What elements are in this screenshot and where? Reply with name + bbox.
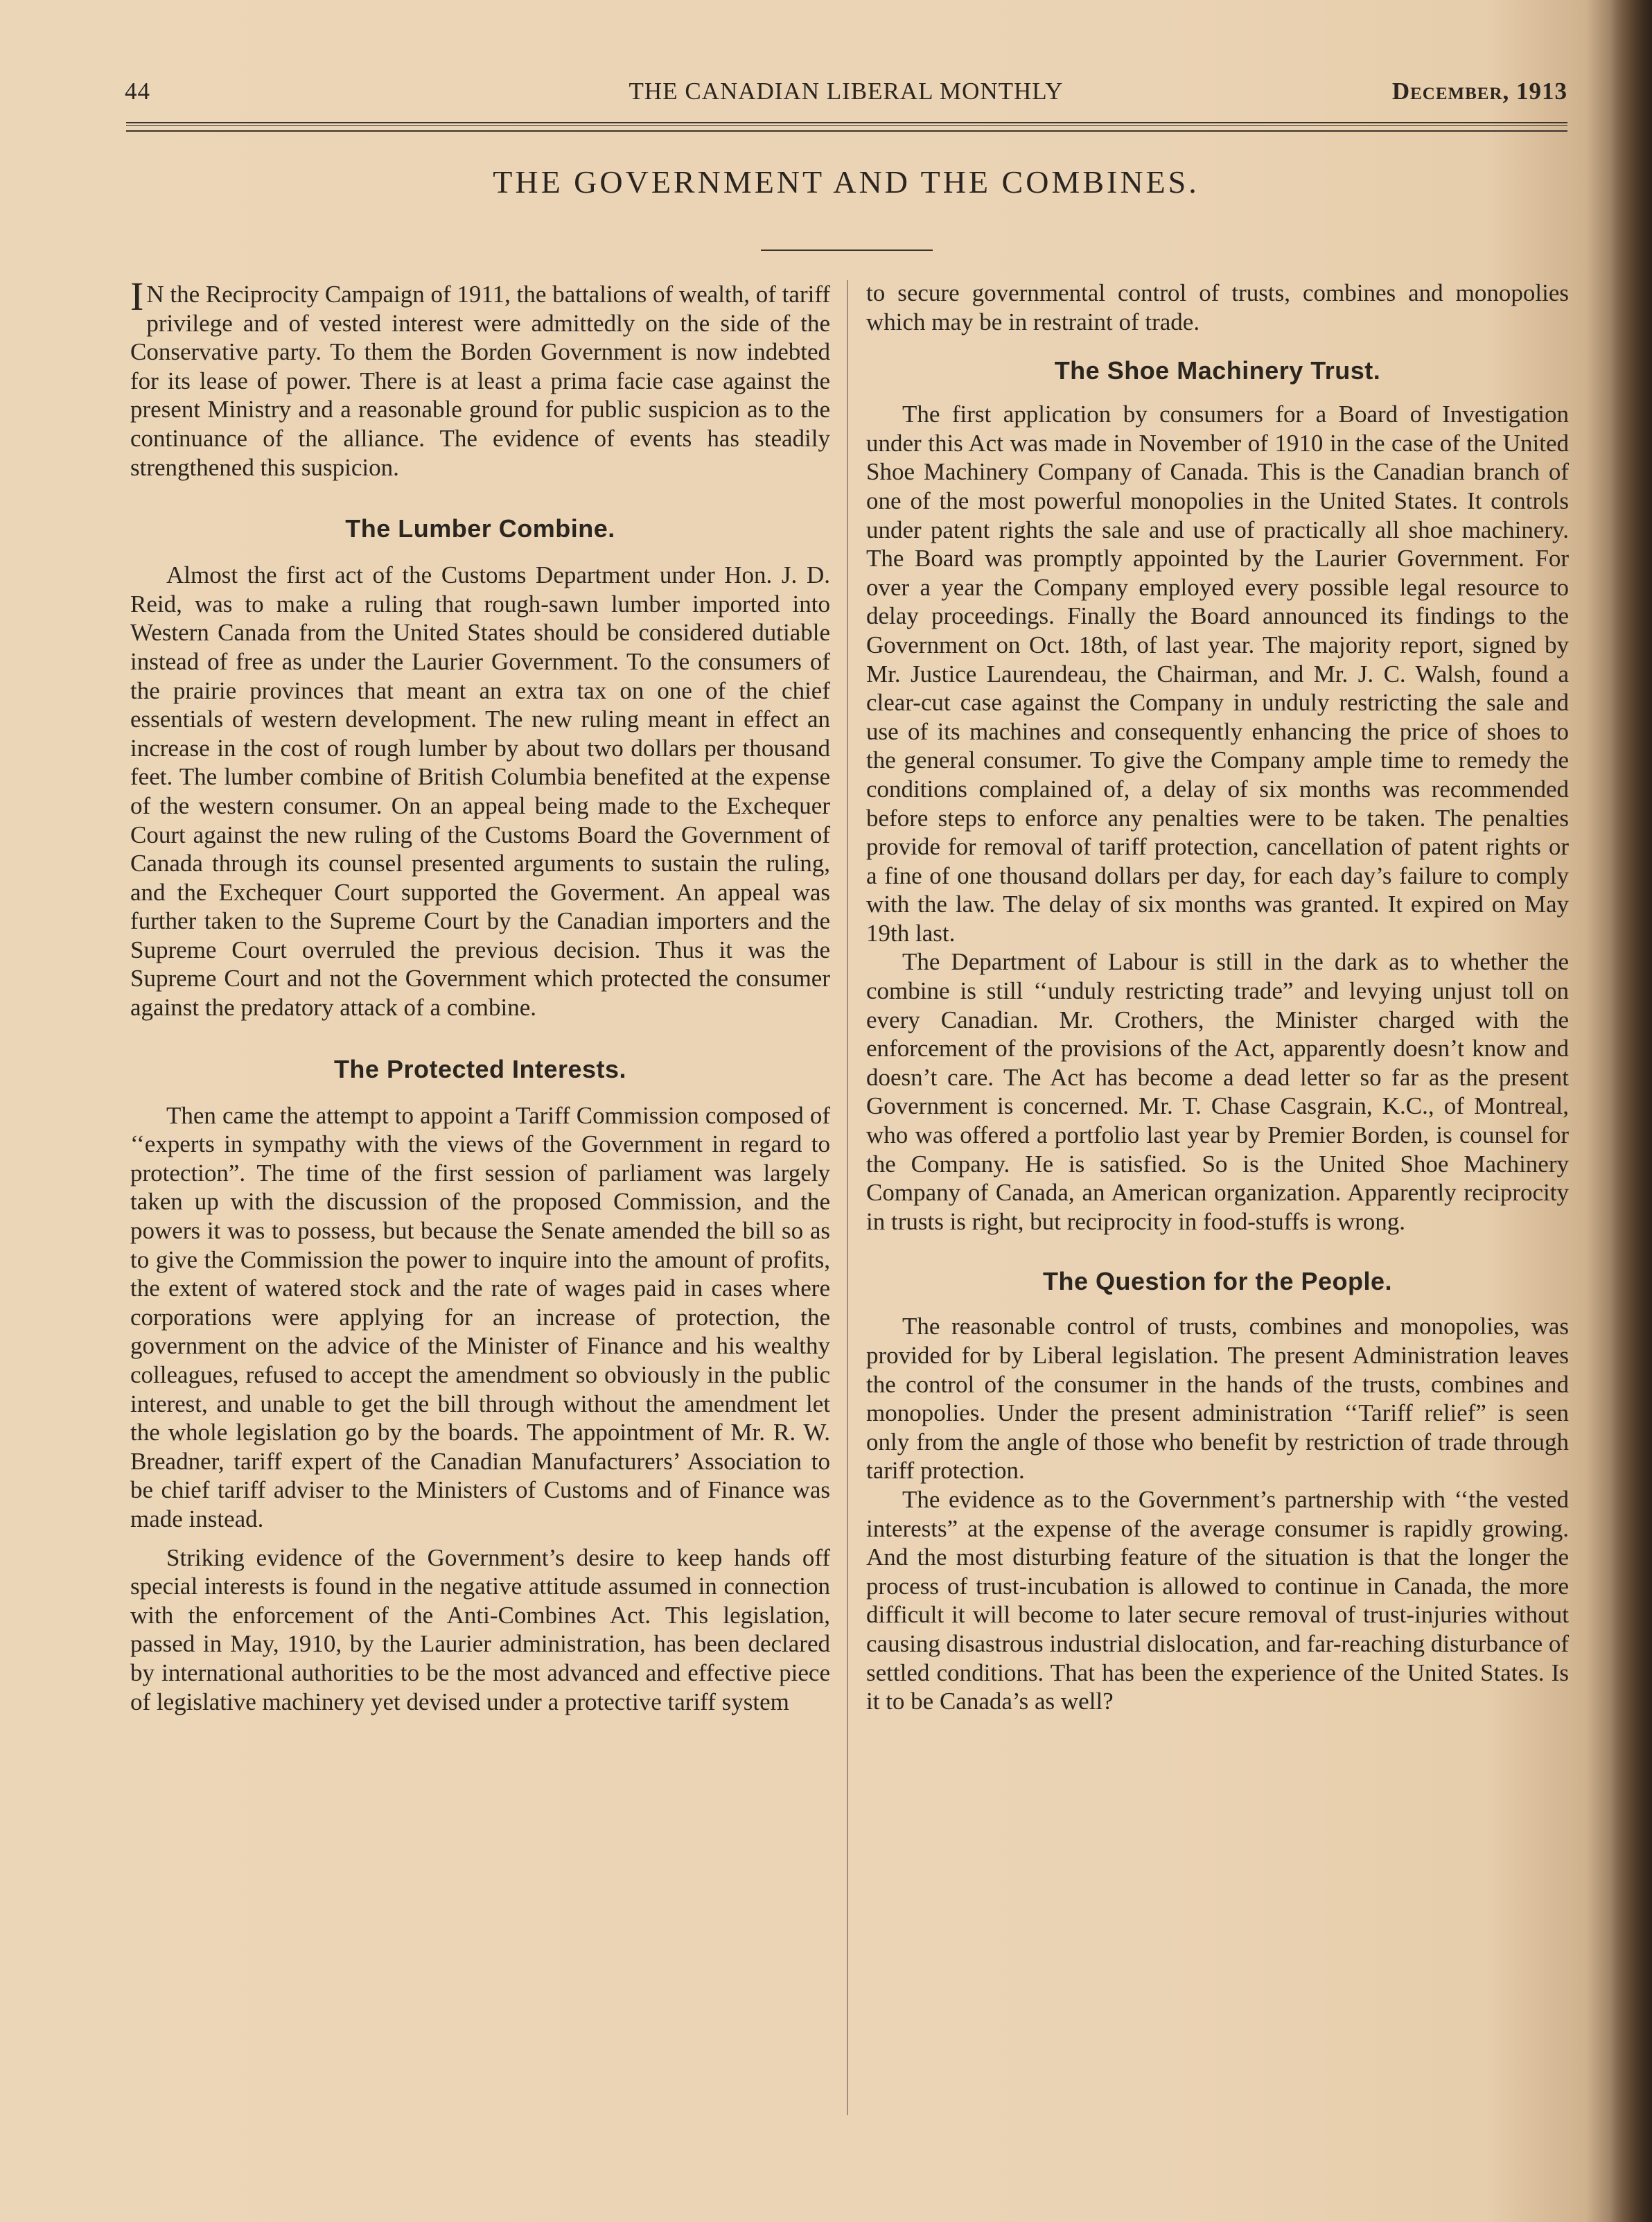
right-column [866, 279, 1569, 1716]
running-header [125, 78, 1567, 112]
paragraph-shoe-board: The first application by consumers for a Board of Investigation under this Act was made in November of 1910 in the case of the United Shoe Machinery Company of Canada. This is the Canadian branch of one of the most powerful monopolies in the United States. It controls under patent rights the sale and use of practically all shoe machinery. The Board was promptly appointed by the Laurier Government. For over a year the Company employed every possible legal resource to delay proceedings. Finally the Board announced its findings to the Government on Oct. 18th, of last year. The majority report, signed by Mr. Justice Laurendeau, the Chairman, and Mr. J. C. Walsh, found a clear-cut case against the Company in unduly restricting the sale and use of its machines and consequently enhancing the price of shoes to the general consumer. To give the Company ample time to remedy the conditions complained of, a delay of six months was recommended before steps to enforce any penalties were to be taken. The penalties provide for removal of tariff protection, cancellation of patent rights or a fine of one thousand dollars per day, for each day’s failure to comply with the law. The delay of six months was granted. It expired on May 19th last. [866, 401, 1569, 947]
paragraph-anti-combines: Striking evidence of the Government’s desire to keep hands off special interests is found in the negative attitude assumed in connection with the enforcement of the Anti-Combines Act. This legislation, passed in May, 1910, by the Laurier administration, has been declared by international authorities to be the most advanced and effective piece of legislative machinery yet devised under a protective tariff system [130, 1543, 830, 1715]
paragraph-continued: to secure governmental control of trusts, combines and monopolies which may be in restraint of trade. [866, 279, 1569, 335]
column-divider [847, 280, 848, 2115]
paragraph-tariff-commission: Then came the attempt to appoint a Tariff Commission composed of ‘‘experts in sympathy with the views of the Government in regard to protection”. The time of the first session of parliament was largely taken up with the discussion of the proposed Commission, and the powers it was to possess, but because the Senate amended the bill so as to give the Commission the power to inquire into the amount of profits, the extent of watered stock and the rate of wages paid in cases where corporations were applying for an increase of protection, the government on the advice of the Minister of Finance and his wealthy colleagues, refused to accept the amendment so obviously in the public interest, and unable to get the bill through without the amendment let the whole legislation go by the boards. The appointment of Mr. R. W. Breadner, tariff expert of the Canadian Manufacturers’ Association to be chief tariff adviser to the Ministers of Customs and of Finance was made instead. [130, 1101, 830, 1532]
heading-protected-interests: The Protected Interests. [333, 1054, 627, 1083]
paragraph-lumber: Almost the first act of the Customs Department under Hon. J. D. Reid, was to make a ruling that rough-sawn lumber imported into Western Canada from the United States should be considered dutiable instead of free as under the Laurier Government. To the consumers of the prairie provinces that meant an extra tax on one of the chief essentials of western development. The new ruling meant in effect an increase in the cost of rough lumber by about two dollars per thousand feet. The lumber combine of British Columbia benefited at the expense of the western consumer. On an appeal being made to the Exchequer Court against the new ruling of the Customs Board the Government of Canada through its counsel presented arguments to sustain the ruling, and the Exchequer Court supported the Goverment. An appeal was further taken to the Supreme Court by the Canadian importers and the Supreme Court overruled the previous decision. Thus it was the Supreme Court and not the Government which protected the consumer against the predatory attack of a combine. [130, 561, 830, 1022]
page-number: 44 [125, 78, 150, 105]
issue-date: December, 1913 [1391, 78, 1567, 105]
drop-cap: I [130, 274, 144, 319]
header-rule [126, 122, 1567, 126]
paragraph-department-labour: The Department of Labour is still in the dark as to whether the combine is still ‘‘unduly restricting trade” and levying unjust toll on every Canadian. Mr. Crothers, the Minister charged with the enforcement of the provisions of the Act, apparently doesn’t know and doesn’t care. The Act has become a dead letter so far as the present Government is concerned. Mr. T. Chase Casgrain, K.C., of Montreal, who was offered a portfolio last year by Premier Borden, is counsel for the Company. He is satisfied. So is the United Shoe Machinery Company of Canada, an American organization. Apparently reciprocity in trusts is right, but reciprocity in food-stuffs is wrong. [866, 948, 1569, 1235]
paragraph-reasonable-control: The reasonable control of trusts, combines and monopolies, was provided for by Liberal legislation. The present Administration leaves the control of the consumer in the hands of the trusts, combines and monopolies. Under the present administration ‘‘Tariff relief” is seen only from the angle of those who benefit by restriction of trade through tariff protection. [866, 1313, 1569, 1485]
intro-text: N the Reciprocity Campaign of 1911, the battalions of wealth, of tariff privilege and of vested interest were admittedly on the side of the Conservative party. To them the Borden Government is now indebted for its lease of power. There is at least a prima facie case against the present Ministry and a reasonable ground for public suspicion as to the continuance of the alliance. The evidence of events has steadily strengthened this suspicion. [130, 281, 830, 481]
heading-question-people: The Question for the People. [1042, 1267, 1393, 1296]
article-title: THE GOVERNMENT AND THE COMBINES. [493, 164, 1200, 200]
paragraph-evidence: The evidence as to the Government’s partnership with ‘‘the vested interests” at the expense of the average consumer is rapidly growing. And the most disturbing feature of the situation is that the longer the process of trust-incubation is allowed to continue in Canada, the more difficult it will become to later secure removal of trust-injuries without causing disastrous industrial dislocation, and far-reaching disturbance of settled conditions. That has been the experience of the United States. Is it to be Canada’s as well? [866, 1485, 1570, 1715]
binding-shadow [1610, 0, 1652, 2222]
heading-shoe-machinery: The Shoe Machinery Trust. [1054, 356, 1381, 385]
header-rule-lower [126, 130, 1567, 132]
heading-lumber-combine: The Lumber Combine. [345, 514, 615, 543]
publication-title: THE CANADIAN LIBERAL MONTHLY [629, 78, 1064, 105]
left-column [130, 274, 830, 1716]
title-rule [761, 250, 933, 251]
intro-paragraph [130, 274, 830, 482]
